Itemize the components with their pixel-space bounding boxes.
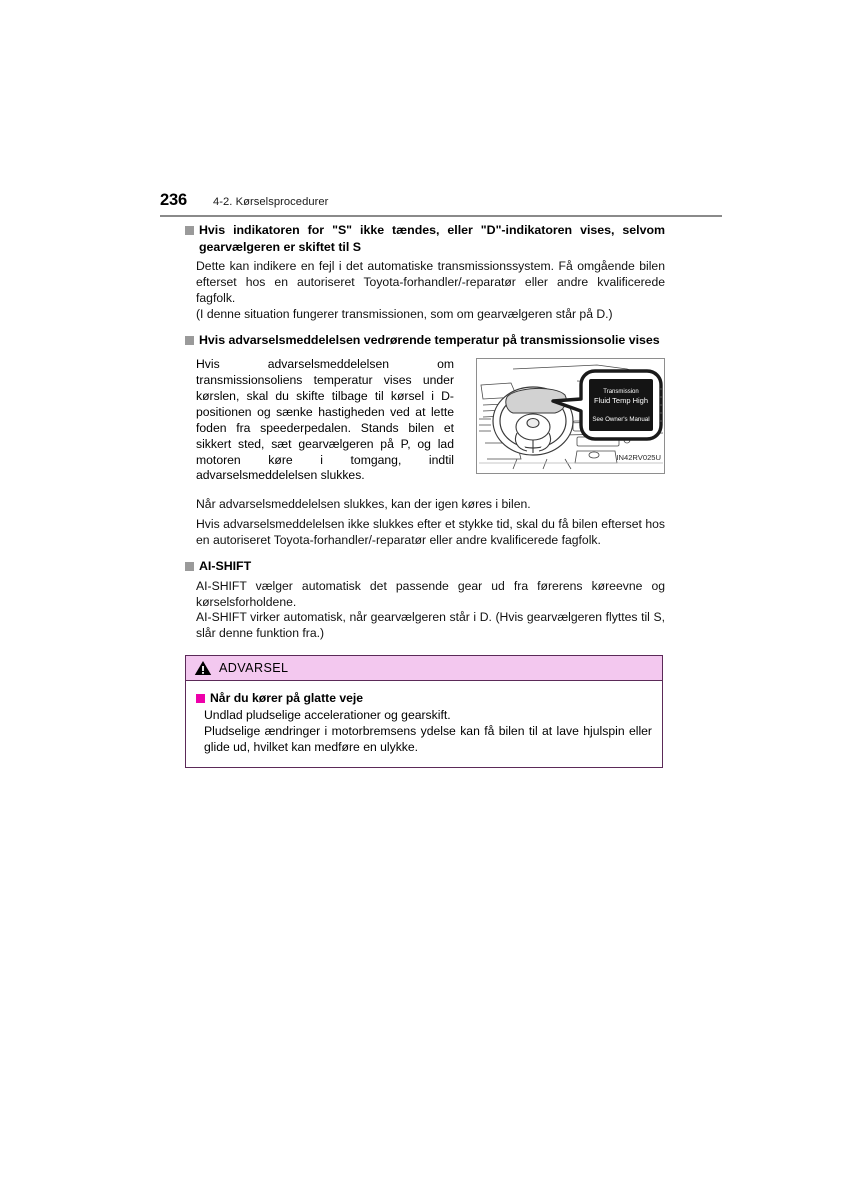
paragraph-warning-cleared: Når advarselsmeddelelsen slukkes, kan der igen køres i bilen.	[196, 497, 531, 512]
paragraph-ai-shift-automatic: AI-SHIFT virker automatisk, når gearvælgeren står i D. (Hvis gearvælgeren flyttes til S, slår denne funktion fra.)	[196, 610, 665, 641]
header-rule	[160, 215, 722, 217]
square-bullet-icon	[185, 336, 194, 345]
figure-caption-code: IN42RV025U	[616, 453, 661, 463]
section-heading-text: Hvis indikatoren for "S" ikke tændes, eller "D"-indikatoren vises, selvom gearvælgeren er skiftet til S	[199, 223, 665, 254]
display-line-2: Fluid Temp High	[593, 396, 649, 406]
paragraph-transmission-fault: Dette kan indikere en fejl i det automatiske transmissionssystem. Få omgående bilen efterset hos en autoriseret Toyota-forhandler/-reparatør eller andre kvalificerede fagfolk.	[196, 259, 665, 305]
section-heading-fluid-temp	[185, 332, 665, 349]
section-heading-ai-shift	[185, 558, 665, 575]
warning-triangle-icon	[194, 660, 212, 676]
section-heading-text: Hvis advarselsmeddelelsen vedrørende temperatur på transmissionsolie vises	[199, 332, 660, 347]
paragraph-warning-persists: Hvis advarselsmeddelelsen ikke slukkes efter et stykke tid, skal du få bilen efterset hos en autoriseret Toyota-forhandler/-reparatør eller andre kvalificerede fagfolk.	[196, 517, 665, 548]
dashboard-illustration-svg	[477, 359, 664, 473]
figure-text-block	[185, 357, 665, 484]
warning-paragraph-braking: Pludselige ændringer i motorbremsens ydelse kan få bilen til at lave hjulspin eller glide ud, hvilket kan medføre en ulykke.	[204, 723, 652, 754]
page-content	[185, 222, 665, 642]
paragraph-transmission-fault-note: (I denne situation fungerer transmissionen, som om gearvælgeren står på D.)	[196, 306, 613, 321]
display-line-3: See Owner's Manual	[592, 416, 650, 424]
paragraph-ai-shift-selects: AI-SHIFT vælger automatisk det passende gear ud fra førerens køreevne og kørselsforholdene.	[196, 578, 665, 609]
warning-subheading	[196, 690, 652, 706]
warning-title: ADVARSEL	[219, 661, 289, 675]
running-head	[160, 191, 722, 213]
figure-dashboard-warning	[476, 358, 665, 474]
warning-body	[186, 681, 662, 767]
display-line-1: Transmission	[603, 389, 639, 396]
warning-paragraph-avoid: Undlad pludselige accelerationer og gearskift.	[204, 708, 451, 722]
warning-box	[185, 655, 663, 768]
section-heading-text: AI-SHIFT	[199, 559, 252, 574]
square-bullet-pink-icon	[196, 694, 205, 703]
warning-subheading-text: Når du kører på glatte veje	[210, 691, 364, 705]
square-bullet-icon	[185, 562, 194, 571]
warning-header	[186, 656, 662, 681]
chapter-section-title: 4-2. Kørselsprocedurer	[212, 196, 329, 208]
page-number: 236	[160, 191, 187, 209]
square-bullet-icon	[185, 226, 194, 235]
paragraph-fluid-temp-instructions: Hvis advarselsmeddelelsen om transmissionsoliens temperatur vises under kørslen, skal du skifte tilbage til kørsel i D-positionen og sænke hastigheden ved at lette foden fra speederpedalen. Stands bilen et sikkert sted, sæt gearvælgeren på P, og lad motoren køre i tomgang, indtil advarselsmeddelelsen slukkes.	[196, 357, 454, 483]
section-heading-s-indicator	[185, 222, 665, 255]
